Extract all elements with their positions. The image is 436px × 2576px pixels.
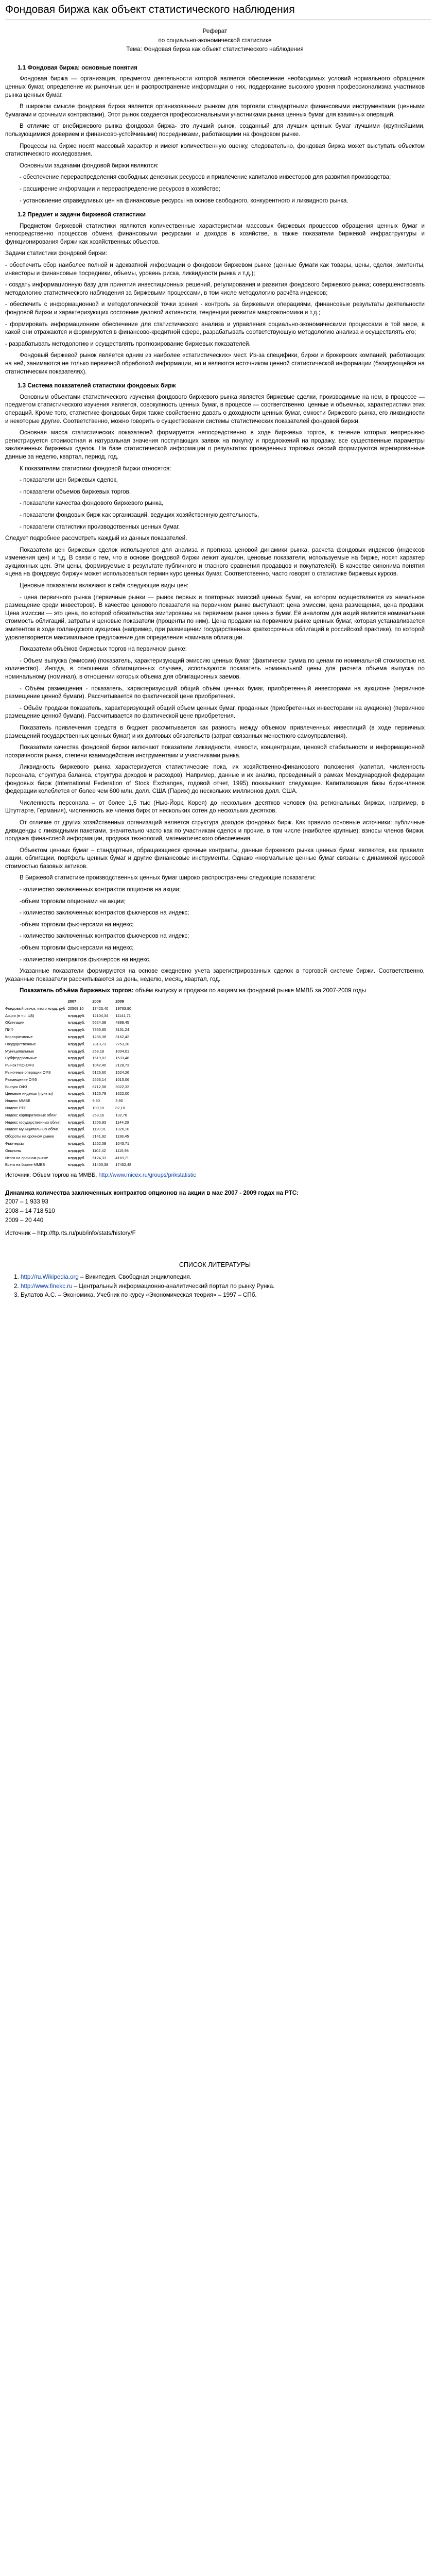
reference-item	[21, 1291, 425, 1299]
paragraph: Процессы на бирже носят массовый характер и имеют количественную оценку, следовательно, фондовая биржа может выступать объектом статистического исследования.	[5, 142, 425, 158]
table-cell: Выпуск ОФЗ	[5, 1084, 27, 1089]
table-cell: 9,80	[92, 1098, 100, 1104]
references-title: СПИСОК ЛИТЕРАТУРЫ	[179, 1261, 251, 1268]
reference-item	[21, 1282, 425, 1291]
table-cell: млрд.руб.	[67, 1070, 85, 1075]
table-cell: Индекс РТС	[5, 1105, 27, 1110]
table-row	[5, 1140, 138, 1147]
table-cell: 1533,48	[115, 1056, 129, 1061]
dynamics-title: Динамика количества заключенных контрактов опционов на акции в мае 2007 - 2009 годах на РТС:	[5, 1189, 299, 1196]
table-cell: Ценовые индексы (пункты)	[5, 1091, 53, 1096]
table-cell: 1144,20	[115, 1120, 129, 1125]
paragraph: Основным объектами статистического изучения фондового биржевого рынка является биржевые сделки, производимые на нем, в процессе — предметом статистического изучения является, совокупность ценных бумаг, в процессе — соответственно, ценные и объемных, характеристики этих операций. Кроме того, статистике фондовых бирж также свойственно давать о доходности ценных бумаг, емкости биржевого рынка, его ликвидности и некоторые другие. Соответственно, можно говорить о существовании системы статистических показателей фондовой биржи.	[5, 393, 425, 425]
table-cell: Фьючерсы	[5, 1141, 24, 1146]
list-item: - создать информационную базу для принятия инвестиционных решений, регулирования и развития фондового биржевого рынка; совершенствовать методологию статистического наблюдения за биржевыми процессами, в том числе методологию расчёта индексов;	[5, 281, 425, 296]
table-header-row	[5, 998, 138, 1005]
table-caption-bold: Показатель объёма биржевых торгов:	[20, 987, 134, 994]
table-header-cell: 2008	[92, 999, 101, 1004]
list-item: - показатели цен биржевых сделок,	[20, 477, 118, 484]
table-source-link[interactable]: http://www.micex.ru/groups/prikstatistic	[98, 1172, 196, 1179]
paragraph: В широком смысле фондовая биржа является организованным рынком для торговли стандартными финансовыми инструментами (ценными бумагами и срочными контрактами). Этот рынок создается профессиональными участниками рынка ценных бумаг для взаимных операций.	[5, 103, 425, 118]
list-item: - количество контрактов фьючерсов на индекс.	[20, 956, 151, 963]
table-cell: Акции (в т.ч. ЦБ)	[5, 1013, 34, 1018]
table-cell: 3131,24	[115, 1027, 129, 1032]
table-row	[5, 1005, 138, 1012]
paragraph: В отличие от внебиржевого рынка фондовая биржа- это лучший рынок, созданный для лучших ценных бумаг лучшими (крупнейшими, пользующимися доверием и финансово-устойчивыми) посредниками, работающими на фондовом рынке.	[5, 123, 425, 138]
table-cell: 2753,10	[115, 1041, 129, 1046]
table-cell: 1004,01	[115, 1048, 129, 1054]
table-cell: 1138,45	[115, 1134, 129, 1139]
table-cell: 1252,09	[92, 1141, 107, 1146]
list-item: - разрабатывать методологию и осуществлять прогнозирование биржевых показателей.	[5, 340, 251, 347]
table-cell: 17452,48	[115, 1162, 132, 1167]
paragraph: В Биржевой статистике производственных ценных бумаг широко распространены следующие показатели:	[20, 874, 316, 882]
paragraph: Показатели объёмов биржевых торгов на первичном рынке:	[20, 646, 187, 653]
table-cell: Рыночные операции ОФЗ	[5, 1070, 51, 1075]
table-body	[5, 1005, 138, 1168]
table-cell: 6712,08	[92, 1084, 107, 1089]
table-cell: 4118,71	[115, 1155, 129, 1160]
table-cell: млрд.руб.	[67, 1155, 85, 1160]
table-row	[5, 1126, 138, 1133]
table-cell: 1102,42	[92, 1148, 106, 1153]
table-cell: Субфедеральные	[5, 1056, 37, 1061]
table-cell: 253,16	[92, 1112, 104, 1117]
table-cell: 3022,32	[115, 1084, 129, 1089]
paragraph: - Объем выпуска (эмиссии) (показатель, характеризующий эмиссию ценных бумаг (фактически сумма по ценам по номинальной стоимостью на количество). Иногда, в отношении облигационных случаев, используются показатель номинальной цены для расчета объема выпуска по номинальному (номинал), в отношении которых объема для облигационных заемов.	[5, 657, 425, 680]
section-heading: 1.1 Фондовая биржа: основные понятия	[18, 64, 137, 71]
table-cell: 1043,71	[115, 1141, 129, 1146]
reference-link[interactable]: http://www.finekc.ru	[21, 1282, 73, 1290]
list-item: -объем торговли опционами на акции;	[20, 897, 126, 905]
table-cell: млрд.руб.	[67, 1098, 85, 1104]
table-cell: Рынок ГКО-ОФЗ	[5, 1063, 34, 1068]
list-item: - установление справедливых цен на финансовые ресурсы на основе свободного, конкурентного и ликвидного рынка.	[20, 197, 348, 204]
dynamics-value: 2007 – 1 933 93	[5, 1198, 48, 1206]
paragraph: - Объём размещения - показатель, характеризующий общий объём ценных бумаг, приобретенный инвесторами на аукционе (первичное размещение ценной бумаги). Рассчитывается по фактической цене приобретения.	[5, 685, 425, 700]
table-cell: 11141,71	[115, 1013, 131, 1018]
table-row	[5, 1019, 138, 1026]
table-cell: 3,90	[115, 1098, 123, 1104]
table-caption-text: объём выпуску и продажи по акциям на фондовой рынке ММВБ за 2007-2009 годы	[133, 987, 366, 994]
table-cell: 109,10	[92, 1105, 104, 1110]
paragraph: Показатель привлечения средств в бюджет рассчитывается как разность между объемом привлеченных инвестиций (в ходе первичных размещений государственных ценных бумаг) и их долговых обязательств (затрат связанных меностного самоуправления).	[5, 724, 425, 739]
table-row	[5, 1112, 138, 1119]
table-cell: Государственные	[5, 1041, 36, 1046]
table-header-cell	[5, 998, 68, 1005]
table-cell: 3126,79	[92, 1091, 107, 1096]
table-row	[5, 1083, 138, 1091]
table-cell: Индекс муниципальных облиг.	[5, 1127, 59, 1132]
table-row	[5, 1133, 138, 1140]
paragraph: Следует подробнее рассмотреть каждый из данных показателей.	[5, 535, 187, 542]
table-cell: млрд.руб.	[67, 1048, 85, 1054]
list-item: - расширение информации и перераспределение ресурсов в хозяйстве;	[20, 185, 220, 192]
list-item: - показатели качества фондового биржевого рынка,	[20, 500, 164, 507]
table-caption	[5, 987, 425, 995]
essay-type: Реферат	[202, 28, 228, 35]
list-item: - показатели объемов биржевых торгов,	[20, 488, 131, 495]
paragraph: Показатели качества фондовой биржи включают показатели ликвидности, емкости, концентрации, ценовой стабильности и информационной прозрачности рынка, степени взаимодействия инструментами и участниками рынка.	[5, 744, 425, 759]
list-item: - показатели статистики производственных ценных бумаг.	[20, 523, 180, 530]
table-cell: 1015,06	[115, 1077, 129, 1082]
list-item: -объем торговли фьючерсами на индекс;	[20, 944, 134, 952]
section-heading: 1.2 Предмет и задачи биржевой статистики	[18, 211, 146, 218]
table-cell: млрд.руб.	[67, 1084, 85, 1089]
table-cell: млрд.руб.	[67, 1013, 85, 1018]
table-cell: ПИФ	[5, 1027, 14, 1032]
list-item: - обеспечение перераспределения свободных денежных ресурсов и привлечение капиталов инвесторов для развития производства;	[20, 174, 391, 181]
table-cell: 1326,10	[115, 1127, 129, 1132]
table-cell: Фондовый рынок, итого млрд. руб	[5, 1006, 65, 1011]
table-cell: млрд.руб.	[67, 1063, 85, 1068]
table-cell: млрд.руб.	[67, 1112, 85, 1117]
essay-header	[5, 27, 425, 54]
references-list	[5, 1273, 425, 1299]
table-cell: 1619,07	[92, 1056, 107, 1061]
table-cell: млрд.руб.	[67, 1141, 85, 1146]
table-source-label: Источник: Объем торгов на ММВБ,	[5, 1172, 99, 1179]
table-cell: Индекс корпоративных облиг.	[5, 1112, 58, 1117]
table-cell: Итого на срочном рынке	[5, 1155, 48, 1160]
paragraph: Численность персонала – от более 1,5 тыс (Нью-Йорк, Корея) до нескольких десятков человек (на региональных биржах, например, в Штутгарте, Германия), численность же членов бирж от нескольких сотен до нескольких десятков.	[5, 799, 425, 815]
section-heading: 1.3 Система показателей статистики фондовых бирж	[18, 382, 176, 389]
paragraph: Фондовый биржевой рынок является одним из наиболее «статистических» мест. Из-за специфики, биржи и брокерских компаний, работающих на ней, занимаются не только первичной обработкой информации, но и являются источником ценной статистической информации (базирующейся на статистических показателях).	[5, 352, 425, 375]
table-cell: Всего на бирже ММВБ	[5, 1162, 45, 1167]
table-cell: Индекс государственных облиг.	[5, 1120, 61, 1125]
paragraph: Основными задачами фондовой биржи являются:	[20, 162, 159, 169]
list-item: - количество заключенных контрактов фьючерсов на индекс;	[20, 933, 189, 940]
paragraph: К показателям статистики фондовой биржи относятся:	[20, 465, 171, 472]
table-cell: 5624,38	[92, 1020, 107, 1025]
table-cell: млрд.руб.	[67, 1134, 85, 1139]
table-cell: Корпоративные	[5, 1034, 33, 1039]
table-cell: млрд.руб.	[67, 1077, 85, 1082]
table-row	[5, 1012, 138, 1020]
table-cell: млрд.руб.	[67, 1034, 85, 1039]
table-row	[5, 1048, 138, 1055]
paragraph: Ликвидность биржевого рынка характеризуется статистические пока, их хозяйственно-финансового положения (капитал, численность персонала, структура баланса, структура доходов и расходов). Например, данные и их анализ, проведенный в рамках Международной федерации фондовых бирж (International Federation of Stock Exchanges, годовой отчет, 1995) показывают следующее. Капитализация базы бирж-членов федерации колеблется от более чем 600 млн. долл. США (Париж) до нескольких миллионов долл. США.	[5, 764, 425, 795]
table-cell: 1115,98	[115, 1148, 129, 1153]
reference-text: – Википедия. Свободная энциклопедия.	[78, 1274, 191, 1281]
table-header-cell: 2007	[67, 999, 77, 1004]
table-cell: 4389,45	[115, 1020, 129, 1025]
table-cell: 17423,40	[92, 1006, 109, 1011]
table-cell: млрд.руб.	[67, 1120, 85, 1125]
table-cell: Обороты на срочном рынке	[5, 1134, 55, 1139]
table-cell: Облигации	[5, 1020, 25, 1025]
table-cell: 31453,38	[92, 1162, 109, 1167]
table-cell: млрд.руб.	[67, 1148, 85, 1153]
reference-item	[21, 1273, 425, 1281]
list-item: - количество заключенных контрактов опционов на акции;	[20, 886, 181, 893]
paragraph: Основная масса статистических показателей формируется непосредственно в ходе биржевых торгов, в течение которых непрерывно регистрируется стоимостная и натуральная значения поступающих заявок на покупку и предложений на продажу, все существенные параметры заключенных биржевых сделок. На базе статистической информации о результатах проведенных торговых сессий формируются агрегированные данные за неделю, квартал, период, год.	[5, 429, 425, 460]
table-row	[5, 1119, 138, 1126]
paragraph: Фондовая биржа — организация, предметом деятельности которой является обеспечение необходимых условий нормального обращения ценных бумаг, определение их рыночных цен и распространение информации о них, поддержание высокого уровня профессионализма участников рынка ценных бумаг.	[5, 75, 425, 98]
table-row	[5, 1033, 138, 1041]
reference-link[interactable]: http://ru.Wikipedia.org	[21, 1274, 79, 1281]
dynamics-source: Источник – http://ftp.rts.ru/pub/info/stats/history/F	[5, 1230, 136, 1237]
table-row	[5, 1076, 138, 1083]
paragraph: От отличие от других хозяйственных организаций является структура доходов фондовых бирж. Как правило основные источники: публичные дивиденды с ликвидными пакетами, значительно часто как по участникам сделок и прочие, в том числе (наиболее крупные): взносы членов биржи, продажа финансовой информации, продажа технологий, математического обеспечения.	[5, 819, 425, 842]
list-item: -объем торговли фьючерсами на индекс;	[20, 921, 134, 928]
table-cell: млрд.руб.	[67, 1091, 85, 1096]
table-cell: млрд.руб.	[67, 1027, 85, 1032]
paragraph: - Объём продажи показатель, характеризующий общий объем ценных бумаг, проданных (приобретенных инвесторами на аукционе) (первичное размещение ценной бумаги). Рассчитывается по фактической цене приобретения.	[5, 704, 425, 720]
table-cell: Индекс ММВБ	[5, 1098, 30, 1104]
list-item: - показатели фондовых бирж как организаций, ведущих хозяйственную деятельность,	[20, 511, 259, 518]
table-row	[5, 1155, 138, 1162]
reference-text: – Центральный информационно-аналитический портал по рынку Рунка.	[72, 1282, 275, 1290]
table-row	[5, 1069, 138, 1076]
table-cell: 5126,60	[92, 1070, 107, 1075]
table-cell: 132,76	[115, 1112, 127, 1117]
table-row	[5, 1161, 138, 1168]
table-cell: млрд.руб.	[67, 1162, 85, 1167]
table-cell: 1042,40	[92, 1063, 107, 1068]
table-cell: 20569,10	[67, 1006, 84, 1011]
table-cell: 1622,00	[115, 1091, 129, 1096]
table-cell: 7966,85	[92, 1027, 107, 1032]
list-item: - обеспечить с информационной и методологической точки зрения - контроль за биржевыми операциями, финансовые результаты деятельности фондовой биржи и характеризующих состояние деловой активности, тенденции развития макроэкономики и т.д.;	[5, 301, 425, 316]
table-cell: 2141,92	[92, 1134, 107, 1139]
essay-topic: Тема: Фондовая биржа как объект статистического наблюдения	[126, 46, 304, 53]
table-cell: 2563,14	[92, 1077, 107, 1082]
table-cell: 1256,93	[92, 1120, 107, 1125]
table-cell: млрд.руб.	[67, 1020, 85, 1025]
table-cell: млрд.руб.	[67, 1041, 85, 1046]
paragraph: Задачи статистики фондовой биржи:	[5, 250, 108, 257]
table-cell: 7313,73	[92, 1041, 107, 1046]
dynamics-value: 2009 – 20 440	[5, 1216, 44, 1224]
table-cell: Муниципальные	[5, 1048, 34, 1054]
table-row	[5, 1062, 138, 1069]
table-cell: 1120,91	[92, 1127, 106, 1132]
table-cell: 3162,42	[115, 1034, 129, 1039]
table-cell: 2128,73	[115, 1063, 129, 1068]
paragraph: - цена первичного рынка (первичные рынки — рынок первых и повторных эмиссий ценных бумаг, на котором осуществляется их начальное размещение среди инвесторов). В качестве ценового показателя на первичном рынке выступают: цена эмиссии, цена размещения, цена продажи. Цена эмиссии — это цена, по которой обязательства эмитированы на первичном рынке ценных бумаг. Её аналогом для акций является номинальная стоимость облигаций, затраты и ценовые показатели (проценты по ним). Цена продажи на первичном рынке ценных бумаг, которая устанавливается эмитентом в ходе голландского аукциона (например, при размещении государственных краткосрочных облигаций в российской практике), по которой удовлетворяется максимальное предложение для определения номинала облигации.	[5, 594, 425, 641]
table-cell: 19763,90	[115, 1006, 132, 1011]
list-item: - формировать информационное обеспечение для статистического анализа и управления социально-экономическими процессами в той мере, в какой они отражаются и формируются в финансово-кредитной сфере, разрабатывать соответствующую методологию анализа и осуществлять его;	[5, 320, 425, 336]
table-header-cell: 2009	[115, 999, 124, 1004]
table-cell: 1524,26	[115, 1070, 129, 1075]
table-row	[5, 1055, 138, 1062]
page-title: Фондовая биржа как объект статистического наблюдения	[5, 4, 295, 15]
reference-text: Булатов А.С. – Экономика. Учебник по курсу «Экономическая теория» – 1997 – СПб.	[21, 1292, 257, 1299]
table-row	[5, 1147, 138, 1155]
table-cell: млрд.руб.	[67, 1127, 85, 1132]
table-cell: Опционы	[5, 1148, 22, 1153]
list-item: - количество заключенных контрактов фьючерсов на индекс;	[20, 909, 189, 917]
table-cell: 5124,33	[92, 1155, 107, 1160]
paragraph: Показатели цен биржевых сделок используются для анализа и прогноза ценовой динамики рынка, расчета фондовых индексов (индексов изменения цен) и т.д. В связи с тем, что в основе фондовой биржи лежит аукцион, ценовые показатели, используемые на бирже, носят характер аукционных цен. Эти цены, формируемые в результате публичного и гласного сравнения продавцов и покупателей). В качестве синонима понятия «цена на фондовую биржу» может использоваться термин курс ценных бумаг. Соответственно, часто говорят о статистике биржевых курсов.	[5, 546, 425, 578]
trading-volume-table	[5, 998, 138, 1168]
paragraph: Предметом биржевой статистики являются количественные характеристики массовых биржевых процессов обращения ценных бумаг и непосредственно процессов обмена финансовыми ресурсами и доходов в хозяйстве, а также показатели биржевой инфраструктуры и функционирования биржи как хозяйственных объектов.	[5, 222, 425, 245]
table-row	[5, 1090, 138, 1097]
table-row	[5, 1097, 138, 1105]
paragraph: Ценовые показатели включают в себя следующие виды цен:	[20, 582, 189, 589]
table-cell: 82,10	[115, 1105, 125, 1110]
table-cell: 12104,34	[92, 1013, 109, 1018]
table-cell: млрд.руб.	[67, 1105, 85, 1110]
list-item: - обеспечить сбор наиболее полной и адекватной информации о фондовом биржевом рынке (ценные бумаги как товары, цены, сделки, эмитенты, инвесторы и финансовые посредники, объемы, уровень риска, ликвидности рынка и т.д.);	[5, 262, 425, 277]
table-row	[5, 1026, 138, 1033]
table-cell: 1286,38	[92, 1034, 107, 1039]
table-row	[5, 1105, 138, 1112]
table-cell: Размещение ОФЗ	[5, 1077, 37, 1082]
table-cell: 258,18	[92, 1048, 104, 1054]
table-source	[5, 1172, 425, 1180]
dynamics-value: 2008 – 14 718 510	[5, 1207, 55, 1214]
paragraph: Объектом ценных бумаг – стандартные, обращающиеся срочные контракты, данные биржевого рынка ценных бумаг, являются, как правило: акции, облигации, портфель ценных бумаг и другие финансовые инструменты. Однако «нормальные ценные бумаг связаны с динамикой курсовой стоимостью базовых активов.	[5, 846, 425, 870]
table-row	[5, 1041, 138, 1048]
essay-subject: по социально-экономической статистике	[158, 37, 272, 44]
article-body	[0, 27, 436, 1299]
table-cell: млрд.руб.	[67, 1056, 85, 1061]
paragraph: Указанные показатели формируются на основе ежедневно учета зарегистрированных сделок в торговой системе биржи. Соответственно, указанные показатели рассчитываются за день, неделю, месяц, квартал, год.	[5, 968, 425, 982]
